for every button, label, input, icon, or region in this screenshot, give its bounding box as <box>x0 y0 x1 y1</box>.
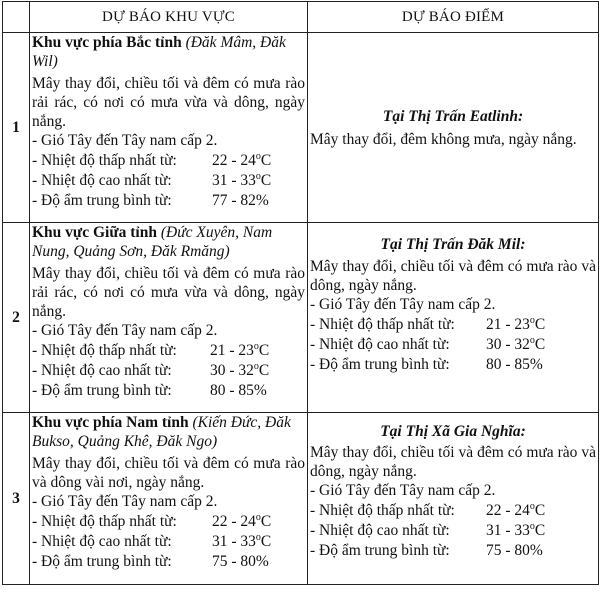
tmax-label: - Nhiệt độ cao nhất từ: <box>32 362 172 379</box>
header-region: DỰ BÁO KHU VỰC <box>30 2 308 33</box>
humidity-value: 80 - 85% <box>486 356 543 373</box>
region-places: (Kiến Đức, Đăk Bukso, Quảng Khê, Đăk Ngo) <box>32 414 291 450</box>
row-number: 3 <box>3 413 30 585</box>
wind-text: - Gió Tây đến Tây nam cấp 2. <box>32 132 218 149</box>
forecast-table <box>2 1 599 585</box>
table-row <box>3 33 599 223</box>
wind-text: - Gió Tây đến Tây nam cấp 2. <box>310 482 496 499</box>
wind-text: - Gió Tây đến Tây nam cấp 2. <box>310 296 496 313</box>
tmin-label: - Nhiệt độ thấp nhất từ: <box>310 316 455 333</box>
tmin-label: - Nhiệt độ thấp nhất từ: <box>310 502 455 519</box>
tmin-value: 22 - 24$^o$C <box>486 500 546 519</box>
tmin-label: - Nhiệt độ thấp nhất từ: <box>32 152 177 169</box>
point-cell <box>308 413 599 585</box>
point-cell <box>308 223 599 413</box>
humidity-label: - Độ ẩm trung bình từ: <box>32 553 172 570</box>
humidity-label: - Độ ẩm trung bình từ: <box>310 542 450 559</box>
tmax-label: - Nhiệt độ cao nhất từ: <box>32 172 172 189</box>
tmin-label: - Nhiệt độ thấp nhất từ: <box>32 342 177 359</box>
header-point: DỰ BÁO ĐIỂM <box>308 2 599 33</box>
region-title <box>32 223 305 261</box>
wind-text: - Gió Tây đến Tây nam cấp 2. <box>32 322 218 339</box>
humidity-value: 75 - 80% <box>486 542 543 559</box>
tmax-value: 30 - 32$^o$C <box>486 334 546 353</box>
point-cell <box>308 33 599 223</box>
region-title <box>32 413 305 451</box>
region-cell <box>30 413 308 585</box>
humidity-value: 75 - 80% <box>212 553 269 570</box>
point-title: Tại Thị Trấn Eatlinh: <box>382 107 524 125</box>
region-description: Mây thay đổi, chiều tối và đêm có mưa rào và dông vài nơi, ngày nắng. <box>32 455 305 491</box>
row-number: 1 <box>3 33 30 223</box>
tmin-value: 22 - 24$^o$C <box>212 511 272 530</box>
tmin-value: 21 - 23$^o$C <box>210 340 270 359</box>
header-row <box>3 2 599 33</box>
point-description: Mây thay đổi, chiều tối và đêm có mưa rào và dông, ngày nắng. <box>310 444 596 480</box>
tmax-label: - Nhiệt độ cao nhất từ: <box>310 336 450 353</box>
region-name: Khu vực phía Bắc tỉnh <box>32 34 182 51</box>
region-cell <box>30 33 308 223</box>
header-empty <box>3 2 30 33</box>
humidity-value: 77 - 82% <box>212 192 269 209</box>
tmin-value: 22 - 24$^o$C <box>212 150 272 169</box>
point-description: Mây thay đổi, đêm không mưa, ngày nắng. <box>310 130 577 148</box>
humidity-label: - Độ ẩm trung bình từ: <box>32 192 172 209</box>
row-number: 2 <box>3 223 30 413</box>
table-row <box>3 413 599 585</box>
point-description: Mây thay đổi, chiều tối và đêm có mưa rào và dông, ngày nắng. <box>310 258 596 294</box>
point-title: Tại Thị Xã Gia Nghĩa: <box>380 423 526 440</box>
tmax-value: 30 - 32$^o$C <box>210 360 270 379</box>
tmax-label: - Nhiệt độ cao nhất từ: <box>310 522 450 539</box>
tmax-value: 31 - 33$^o$C <box>486 520 546 539</box>
humidity-label: - Độ ẩm trung bình từ: <box>310 356 450 373</box>
region-title <box>32 33 305 71</box>
region-name: Khu vực Giữa tỉnh <box>32 224 157 241</box>
wind-text: - Gió Tây đến Tây nam cấp 2. <box>32 493 218 510</box>
table-row <box>3 223 599 413</box>
region-name: Khu vực phía Nam tỉnh <box>32 414 189 431</box>
tmin-label: - Nhiệt độ thấp nhất từ: <box>32 513 177 530</box>
tmin-value: 21 - 23$^o$C <box>486 314 546 333</box>
tmax-value: 31 - 33$^o$C <box>212 170 272 189</box>
region-cell <box>30 223 308 413</box>
point-title: Tại Thị Trấn Đăk Mil: <box>380 236 526 253</box>
tmax-label: - Nhiệt độ cao nhất từ: <box>32 533 172 550</box>
region-description: Mây thay đổi, chiều tối và đêm có mưa rào rải rác, có nơi có mưa vừa và dông, ngày nắng. <box>32 75 305 130</box>
region-description: Mây thay đổi, chiều tối và đêm có mưa rào rải rác, có nơi có mưa vừa và dông, ngày nắng. <box>32 265 305 320</box>
humidity-value: 80 - 85% <box>210 382 267 399</box>
region-places: (Đức Xuyên, Nam Nung, Quảng Sơn, Đăk Rmăng) <box>32 224 273 260</box>
tmax-value: 31 - 33$^o$C <box>212 531 272 550</box>
humidity-label: - Độ ẩm trung bình từ: <box>32 382 172 399</box>
region-places: (Đăk Mâm, Đăk Wil) <box>32 34 286 70</box>
